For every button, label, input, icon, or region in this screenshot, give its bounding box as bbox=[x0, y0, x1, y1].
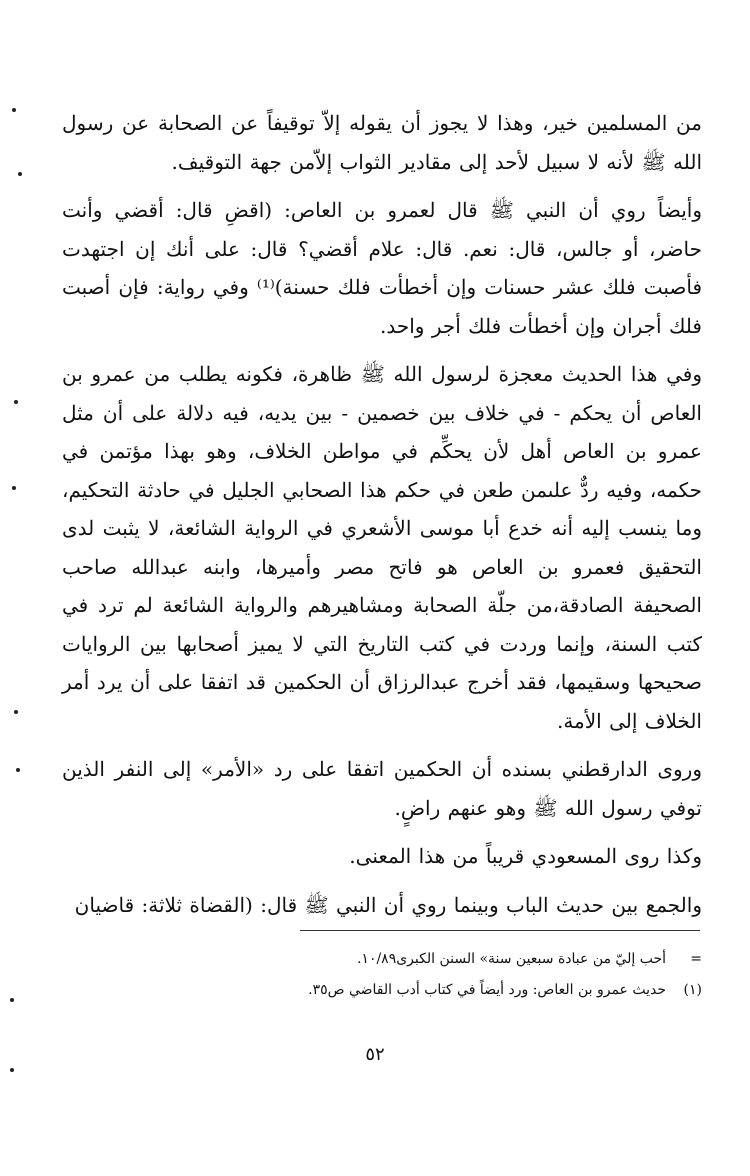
footnote bbox=[70, 975, 702, 1006]
footnote-text: حديث عمرو بن العاص: ورد أيضاً في كتاب أدب القاضي ص٣٥. bbox=[308, 982, 666, 998]
paragraph: من المسلمين خير، وهذا لا يجوز أن يقوله إلاّ توقيفاً عن الصحابة عن رسول الله ﷺ لأنه لا سبيل لأحد إلى مقادير الثواب إلاّمن جهة التوقيف. bbox=[62, 111, 702, 174]
scan-speck bbox=[12, 486, 16, 490]
page-body bbox=[62, 104, 702, 934]
scan-speck bbox=[12, 108, 16, 112]
page-number: ٥٢ bbox=[365, 1044, 385, 1065]
paragraph: وكذا روى المسعودي قريباً من هذا المعنى. bbox=[349, 844, 702, 868]
footnote-marker: = bbox=[690, 951, 702, 967]
scan-speck bbox=[14, 710, 18, 714]
paragraph: وأيضاً روي أن النبي ﷺ قال لعمرو بن العاص: (اقضِ قال: أقضي وأنت حاضر، أو جالس، قال: نعم. قال: علام أقضي؟ قال: على أنك إن اجتهدت فأصبت فلك عشر حسنات وإن أخطأت فلك حسنة)⁽¹⁾ وفي رواية: فإن أصبت فلك أجران وإن أخطأت فلك أجر واحد. bbox=[62, 198, 702, 338]
footnote-text: أحب إليّ من عبادة سبعين سنة» السنن الكبرى١٠/٨٩. bbox=[356, 951, 666, 967]
footnotes bbox=[70, 944, 702, 1006]
paragraph: والجمع بين حديث الباب وبينما روي أن النبي ﷺ قال: (القضاة ثلاثة: قاضيان bbox=[74, 892, 702, 917]
footnote bbox=[70, 944, 702, 975]
scan-speck bbox=[10, 1068, 14, 1072]
paragraph: وفي هذا الحديث معجزة لرسول الله ﷺ ظاهرة، فكونه يطلب من عمرو بن العاص أن يحكم - في خلاف بين خصمين - بين يديه، فيه دلالة على أن مثل عمرو بن العاص أهل لأن يحكِّم في مواطن الخلاف، وهو بهذا مؤتمن في حكمه، وفيه ردٌّ علىمن طعن في حكم هذا الصحابي الجليل في حادثة التحكيم، وما ينسب إليه أنه خدع أبا موسى الأشعري في الرواية الشائعة، لا يثبت لدى التحقيق فعمرو بن العاص هو فاتح مصر وأميرها، وابنه عبدالله صاحب الصحيفة الصادقة،من جلّة الصحابة ومشاهيرهم والرواية الشائعة لم ترد في كتب السنة، وإنما وردت في كتب التاريخ التي لا يميز أصحابها بين الروايات صحيحها وسقيمها، فقد أخرج عبدالرزاق أن الحكمين قد اتفقا على أن يرد أمر الخلاف إلى الأمة. bbox=[62, 362, 702, 733]
footnote-divider bbox=[300, 930, 700, 931]
scan-speck bbox=[18, 172, 22, 176]
paragraph: وروى الدارقطني بسنده أن الحكمين اتفقا على رد «الأمر» إلى النفر الذين توفي رسول الله ﷺ وهو عنهم راضٍ. bbox=[62, 757, 702, 820]
scan-speck bbox=[14, 400, 18, 404]
footnote-marker: (١) bbox=[683, 982, 702, 998]
scan-speck bbox=[10, 998, 14, 1002]
scan-speck bbox=[16, 768, 20, 772]
